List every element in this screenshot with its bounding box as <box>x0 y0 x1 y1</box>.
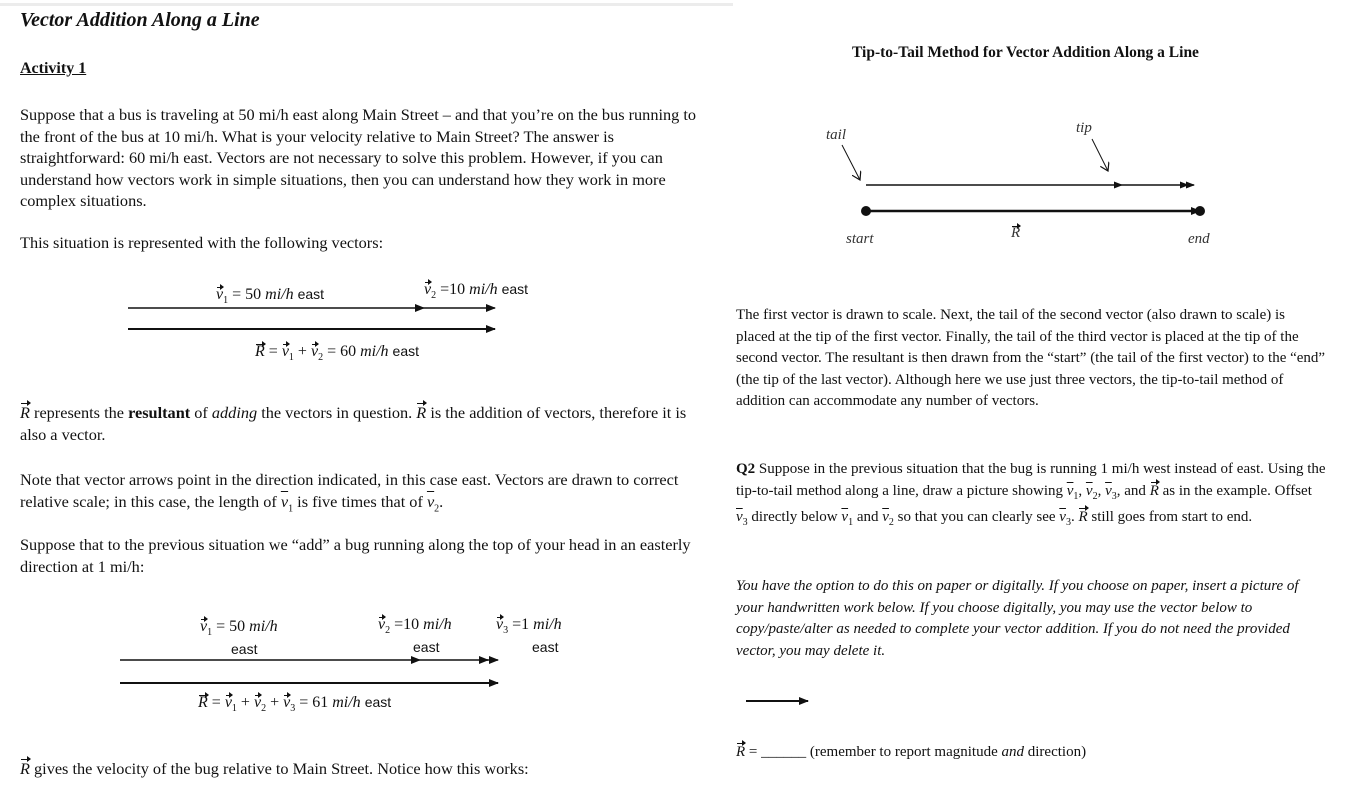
page-top-rule <box>0 3 733 6</box>
fig2-v2-label: $v_2 =10$ mi/h <box>378 616 452 637</box>
digital-option-note: You have the option to do this on paper or digitally. If you choose on paper, insert a picture of your handwritten work below. If you choose digitally, you may use the vector below to copy/paste/alter as needed to complete your vector addition. If you do not need the provided vector, you may delete it. <box>736 578 1299 659</box>
tip-pointer <box>1092 139 1108 171</box>
fig1-v1-label: $v_1 = 50$ mi/h east <box>216 286 325 307</box>
tip-to-tail-title: Tip-to-Tail Method for Vector Addition Along a Line <box>852 44 1199 61</box>
activity-heading: Activity 1 <box>20 60 87 77</box>
bug-velocity-paragraph: R gives the velocity of the bug relative to Main Street. Notice how this works: <box>20 759 529 778</box>
end-label: end <box>1188 231 1210 247</box>
tip-to-tail-explanation: The first vector is drawn to scale. Next, the tail of the second vector (also drawn to scale) is placed at the tip of the first vector. Finally, the tail of the third vector is placed at the tip of the second vector. The resultant is then drawn from the “start” (the tail of the first vector) to the “end” (the tip of the last vector). Although here we use just three vectors, the tip-to-tail method of addition can accommodate any number of vectors. <box>736 307 1326 410</box>
start-label: start <box>846 231 874 247</box>
fig2-resultant-label: $R = v_1 + v_2 + v_3 = 61$ mi/h east <box>198 694 392 715</box>
tail-pointer <box>842 145 860 180</box>
answer-line: R = ______ (remember to report magnitude and direction) <box>736 742 1326 764</box>
answer-blank[interactable]: ______ <box>761 744 807 760</box>
fig2-v1-direction: east <box>231 641 258 657</box>
tip-to-tail-drawing <box>730 115 1330 255</box>
page-title: Vector Addition Along a Line <box>20 9 260 31</box>
fig2-v2-direction: east <box>413 639 440 655</box>
resultant-paragraph: R represents the resultant of adding the vectors in question. R is the addition of vectors, therefore it is also a vector. <box>20 403 687 444</box>
tip-label: tip <box>1076 120 1092 136</box>
fig1-resultant-label: $R = v_1 + v_2 = 60$ mi/h east <box>255 343 420 364</box>
bug-paragraph: Suppose that to the previous situation we “add” a bug running along the top of your head in an easterly direction at 1 mi/h: <box>20 535 691 576</box>
fig1-v2-label: $v_2 =10$ mi/h east <box>424 281 529 302</box>
tip-to-tail-figure <box>730 115 1330 255</box>
fig2-v3-label: $v_3 =1$ mi/h <box>496 616 562 637</box>
represented-paragraph: This situation is represented with the following vectors: <box>20 233 384 252</box>
resultant-symbol: R <box>1011 225 1021 241</box>
fig2-v3-direction: east <box>532 639 559 655</box>
intro-paragraph: Suppose that a bus is traveling at 50 mi/h east along Main Street – and that you’re on the bus running to the front of the bus at 10 mi/h. What is your velocity relative to Main Street? The answer is straightforward: 60 mi/h east. Vectors are not necessary to solve this problem. However, if you can understand how vectors work in simple situations, then you can understand how they work in more complex situations. <box>20 105 697 211</box>
figure-2 <box>0 608 700 723</box>
end-dot <box>1195 206 1205 216</box>
figure-1 <box>0 270 700 370</box>
fig2-v1-label: $v_1 = 50$ mi/h <box>200 618 278 639</box>
q2-question: Q2 Suppose in the previous situation that the bug is running 1 mi/h west instead of east. Using the tip-to-tail method along a line, draw a picture showing $\overline{v}_1$, $\overline{v}_2$, $\overline{v}_3$, and R as in the example. Offset $\overline{v}_3$ directly below $\overline{v}_1$ and $\overline{v}_2$ so that you can clearly see $\overline{v}_3$. R still goes from start to end. <box>736 461 1326 529</box>
scale-paragraph: Note that vector arrows point in the direction indicated, in this case east. Vectors are drawn to correct relative scale; in this case, the length of $\overline{v}_1$ is five times that of $\overline{v}_2$. <box>20 470 679 514</box>
tail-label: tail <box>826 127 847 143</box>
